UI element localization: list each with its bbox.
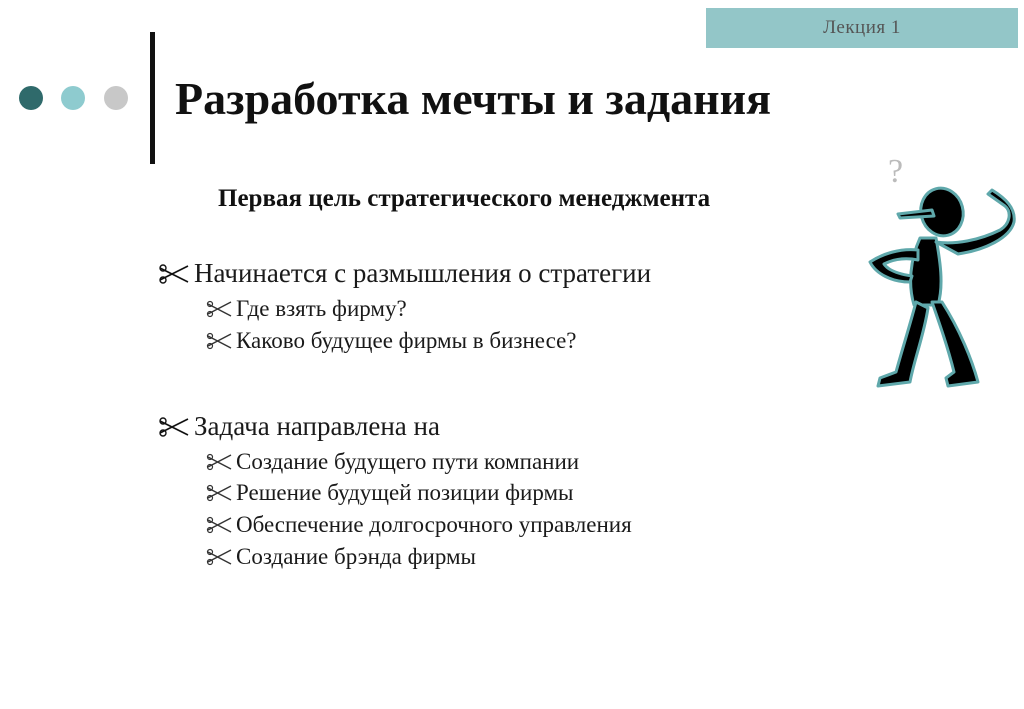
question-mark: ? bbox=[888, 153, 904, 190]
decor-dot-light bbox=[61, 86, 85, 110]
bullet-level2 bbox=[206, 296, 407, 322]
slide-title: Разработка мечты и задания bbox=[175, 73, 772, 124]
slide-subtitle: Первая цель стратегического менеджмента bbox=[218, 185, 711, 212]
bullet-text: Обеспечение долгосрочного управления bbox=[236, 512, 632, 537]
bullet-text: Начинается с размышления о стратегии bbox=[194, 258, 652, 288]
bullet-text: Каково будущее фирмы в бизнесе? bbox=[236, 328, 577, 353]
scissors-icon bbox=[206, 484, 234, 502]
bullet-level2 bbox=[206, 512, 632, 538]
bullet-level1 bbox=[158, 411, 440, 442]
decor-dot-grey bbox=[104, 86, 128, 110]
bullet-level2 bbox=[206, 449, 579, 475]
scissors-icon bbox=[206, 516, 234, 534]
bullet-text: Создание брэнда фирмы bbox=[236, 544, 476, 569]
bullet-text: Создание будущего пути компании bbox=[236, 449, 580, 474]
scissors-icon bbox=[158, 416, 192, 438]
bullet-text: Решение будущей позиции фирмы bbox=[236, 480, 574, 505]
scissors-icon bbox=[206, 453, 234, 471]
lecture-label: Лекция 1 bbox=[706, 8, 1018, 48]
bullet-level2 bbox=[206, 544, 476, 570]
scissors-icon bbox=[158, 263, 192, 285]
bullet-level2 bbox=[206, 480, 574, 506]
bullet-text: Где взять фирму? bbox=[236, 296, 407, 321]
scissors-icon bbox=[206, 548, 234, 566]
title-divider bbox=[150, 32, 155, 164]
scissors-icon bbox=[206, 332, 234, 350]
decor-dot-dark bbox=[19, 86, 43, 110]
scissors-icon bbox=[206, 300, 234, 318]
bullet-level1 bbox=[158, 258, 651, 289]
thinking-stick-figure-icon bbox=[840, 150, 1020, 395]
bullet-level2 bbox=[206, 328, 577, 354]
bullet-text: Задача направлена на bbox=[194, 411, 440, 441]
